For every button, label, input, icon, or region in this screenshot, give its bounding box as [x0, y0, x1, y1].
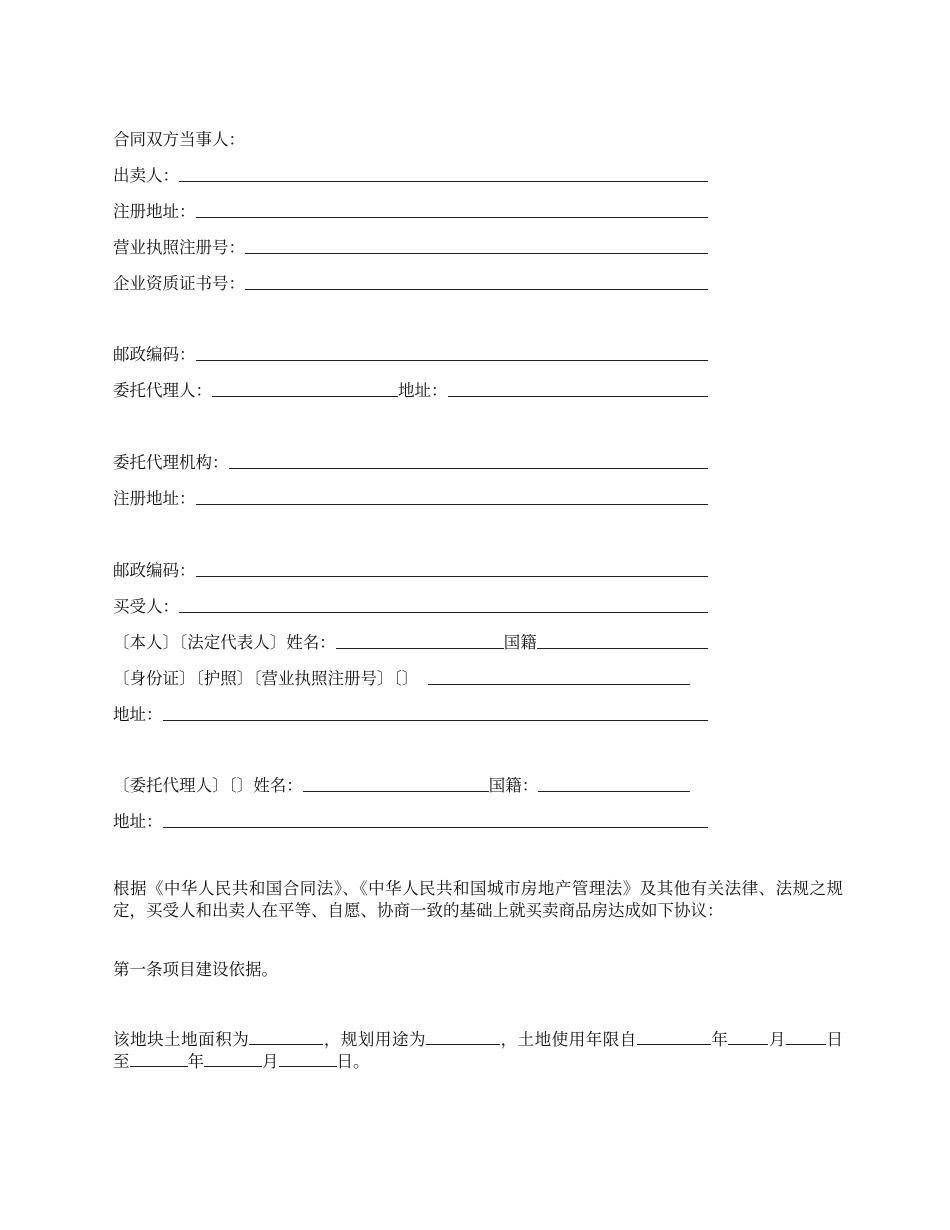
business-license-label: 营业执照注册号： — [113, 237, 245, 257]
buyer-nationality-field[interactable] — [537, 648, 708, 649]
buyer-address-row — [113, 699, 708, 723]
buyer-agent-address-row — [113, 806, 708, 830]
seller-reg-address-row — [113, 196, 708, 220]
term-end-day-field[interactable] — [279, 1051, 337, 1067]
seller-agent-label: 委托代理人： — [113, 380, 212, 400]
buyer-identity-row — [113, 627, 708, 651]
agency-field[interactable] — [229, 468, 709, 469]
agency-row — [113, 447, 708, 471]
buyer-field[interactable] — [179, 612, 708, 613]
business-license-field[interactable] — [245, 253, 708, 254]
term-start-day-field[interactable] — [786, 1029, 826, 1045]
seller-postcode-row — [113, 339, 708, 363]
seller-agent-name-field[interactable] — [212, 396, 398, 397]
term-end-year-field[interactable] — [130, 1051, 188, 1067]
seller-agent-row — [113, 375, 708, 399]
parties-heading: 合同双方当事人： — [113, 129, 245, 149]
term-start-year-field[interactable] — [637, 1029, 711, 1045]
business-license-row — [113, 232, 708, 256]
buyer-id-types-label: 〔身份证〕〔护照〕〔营业执照注册号〕〔〕 — [113, 668, 419, 688]
preamble-paragraph: 根据《中华人民共和国合同法》、《中华人民共和国城市房地产管理法》及其他有关法律、法规之规定，买受人和出卖人在平等、自愿、协商一致的基础上就买卖商品房达成如下协议： — [113, 879, 843, 920]
buyer-id-row — [113, 663, 690, 687]
buyer-nationality-label: 国籍 — [503, 632, 537, 652]
buyer-agent-nationality-label: 国籍： — [488, 775, 539, 795]
land-usage-field[interactable] — [426, 1029, 500, 1045]
agency-postcode-field[interactable] — [196, 576, 709, 577]
qualification-cert-field[interactable] — [245, 289, 708, 290]
term-end-month-field[interactable] — [204, 1051, 262, 1067]
buyer-agent-label: 〔委托代理人〕〔〕姓名： — [113, 775, 303, 795]
buyer-agent-address-field[interactable] — [163, 827, 709, 828]
buyer-id-field[interactable] — [428, 684, 690, 685]
agency-reg-address-field[interactable] — [196, 504, 709, 505]
qualification-cert-label: 企业资质证书号： — [113, 273, 245, 293]
agency-reg-address-label: 注册地址： — [113, 488, 196, 508]
seller-postcode-label: 邮政编码： — [113, 344, 196, 364]
buyer-address-label: 地址： — [113, 704, 163, 724]
buyer-agent-name-field[interactable] — [303, 791, 489, 792]
buyer-agent-address-label: 地址： — [113, 811, 163, 831]
buyer-agent-row — [113, 770, 690, 794]
seller-reg-address-label: 注册地址： — [113, 201, 196, 221]
article-1-title: 第一条项目建设依据。 — [113, 960, 278, 979]
buyer-address-field[interactable] — [163, 720, 709, 721]
seller-agent-address-field[interactable] — [448, 396, 709, 397]
agency-postcode-label: 邮政编码： — [113, 560, 196, 580]
land-paragraph: 该地块土地面积为 ，规划用途为 ，土地使用年限自 年 月 日至 年 月 日。 — [113, 1030, 844, 1071]
seller-row — [113, 160, 708, 184]
seller-label: 出卖人： — [113, 165, 179, 185]
term-start-month-field[interactable] — [728, 1029, 768, 1045]
seller-postcode-field[interactable] — [196, 360, 709, 361]
buyer-agent-nationality-field[interactable] — [538, 791, 690, 792]
qualification-cert-row — [113, 268, 708, 292]
buyer-identity-label: 〔本人〕〔法定代表人〕姓名： — [113, 632, 336, 652]
agency-label: 委托代理机构： — [113, 452, 229, 472]
agency-postcode-row — [113, 555, 708, 579]
seller-reg-address-field[interactable] — [196, 217, 709, 218]
agency-reg-address-row — [113, 483, 708, 507]
buyer-label: 买受人： — [113, 596, 179, 616]
seller-agent-address-label: 地址： — [398, 380, 448, 400]
buyer-name-field[interactable] — [336, 648, 504, 649]
land-area-field[interactable] — [249, 1029, 323, 1045]
seller-field[interactable] — [179, 181, 708, 182]
buyer-row — [113, 591, 708, 615]
